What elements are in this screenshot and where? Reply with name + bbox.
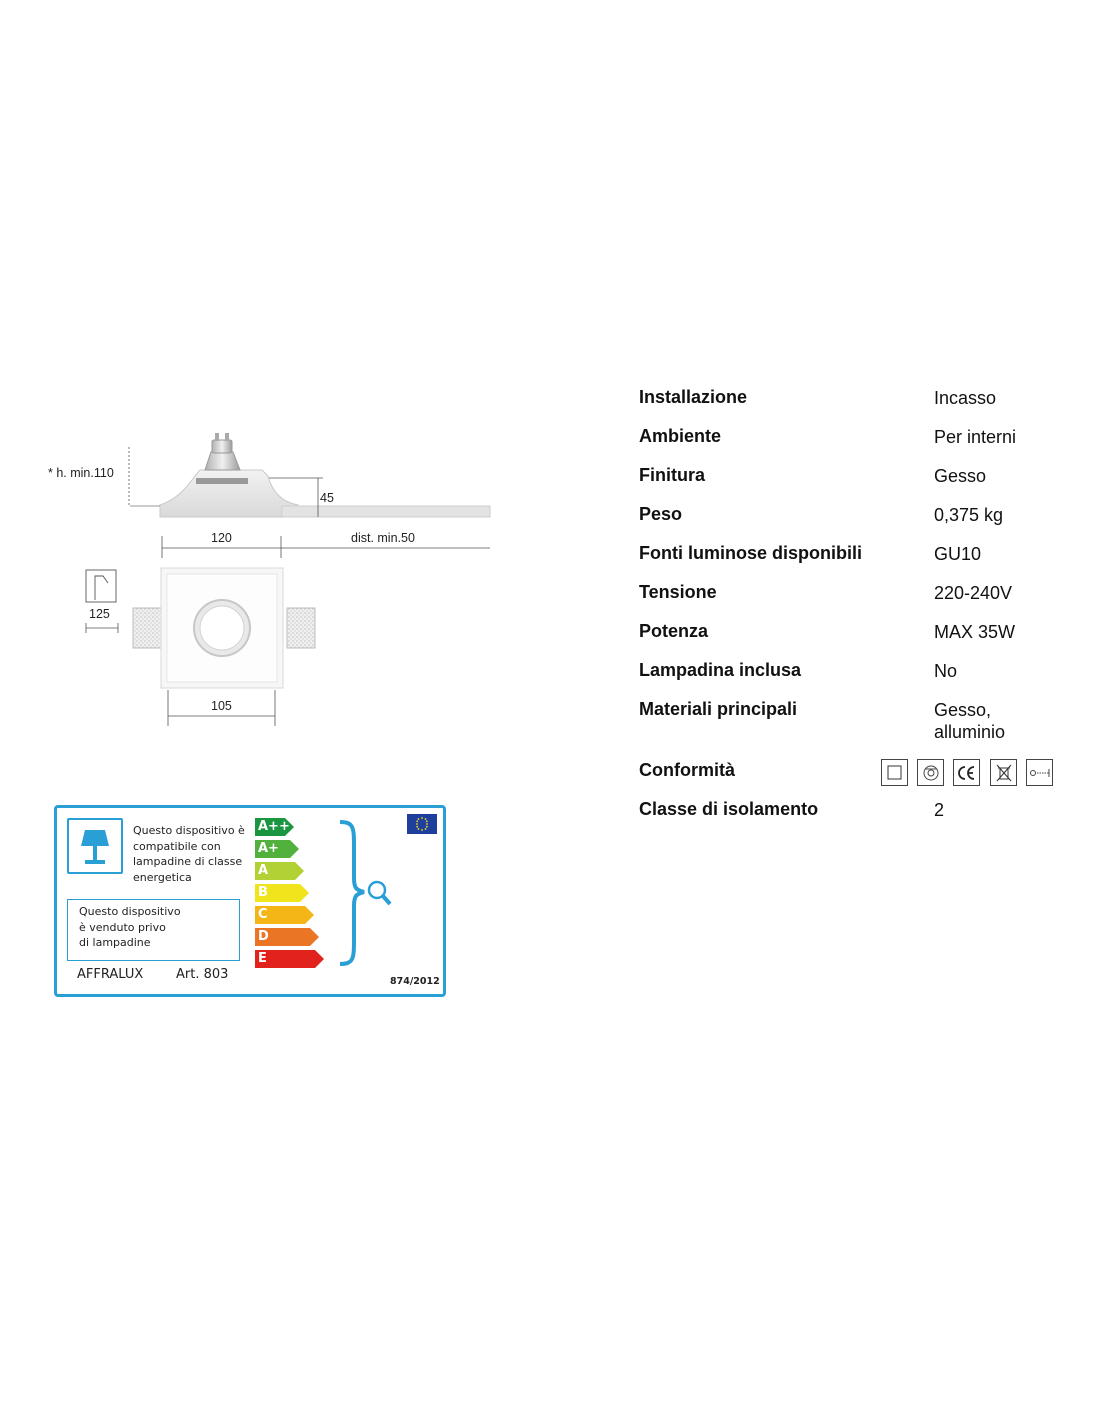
spec-label-conformita: Conformità <box>639 760 735 780</box>
energy-class-label: B <box>258 885 268 900</box>
spec-label-ambiente: Ambiente <box>639 426 722 446</box>
distance-label: dist. min.50 <box>351 531 415 545</box>
spec-label-fonti: Fonti luminose disponibili <box>639 543 862 563</box>
spec-label-potenza: Potenza <box>639 621 709 641</box>
energy-class-label: A++ <box>258 819 290 834</box>
hmin-label: * h. min.110 <box>48 466 114 480</box>
spec-value-installazione: Incasso <box>934 388 997 408</box>
ce-mark-icon <box>953 759 980 786</box>
brand-name: AFFRALUX <box>77 967 144 982</box>
spec-value-peso: 0,375 kg <box>934 505 1004 525</box>
surface-mount-icon <box>1026 759 1053 786</box>
energy-class-4 <box>255 884 310 902</box>
eu-flag-icon <box>407 814 437 834</box>
compat-text: Questo dispositivo è compatibile con lampadine di classe energetica <box>133 824 245 884</box>
energy-class-3 <box>255 862 305 880</box>
side-label: 125 <box>89 607 110 621</box>
width-label: 120 <box>211 531 232 545</box>
inspection-icon <box>917 759 944 786</box>
spec-value-lampadina: No <box>934 661 958 681</box>
energy-class-label: C <box>258 907 268 922</box>
spec-value-finitura: Gesso <box>934 466 987 486</box>
spec-value-ambiente: Per interni <box>934 427 1017 447</box>
spec-value-potenza: MAX 35W <box>934 622 1016 642</box>
spec-value-materiali: Gesso, alluminio <box>934 700 1006 742</box>
energy-class-label: A <box>258 863 269 878</box>
bottom-label: 105 <box>211 699 232 713</box>
spec-label-tensione: Tensione <box>639 582 717 602</box>
energy-class-label: D <box>258 929 269 944</box>
spec-value-classe: 2 <box>934 800 945 820</box>
spec-label-peso: Peso <box>639 504 683 524</box>
spec-label-finitura: Finitura <box>639 465 705 485</box>
depth-label: 45 <box>320 491 334 505</box>
energy-class-label: E <box>258 951 267 966</box>
spec-value-fonti: GU10 <box>934 544 982 564</box>
energy-class-7 <box>255 950 325 968</box>
brace-bulb-icon <box>332 818 402 968</box>
energy-label <box>54 805 446 997</box>
spec-label-materiali: Materiali principali <box>639 699 798 719</box>
spec-label-classe: Classe di isolamento <box>639 799 819 819</box>
article-number: Art. 803 <box>176 967 229 982</box>
spec-value-tensione: 220-240V <box>934 583 1013 603</box>
energy-class-2 <box>255 840 300 858</box>
energy-class-label: A+ <box>258 841 279 856</box>
energy-class-6 <box>255 928 320 946</box>
lamp-icon <box>67 818 123 874</box>
spec-label-lampadina: Lampadina inclusa <box>639 660 802 680</box>
regulation-number: 874/2012 <box>390 976 440 987</box>
weee-bin-icon <box>990 759 1017 786</box>
spec-label-installazione: Installazione <box>639 387 748 407</box>
class-ii-icon <box>881 759 908 786</box>
energy-class-5 <box>255 906 315 924</box>
energy-class-1 <box>255 818 295 836</box>
no-bulb-box: Questo dispositivo è venduto privo di lampadine <box>67 899 240 961</box>
